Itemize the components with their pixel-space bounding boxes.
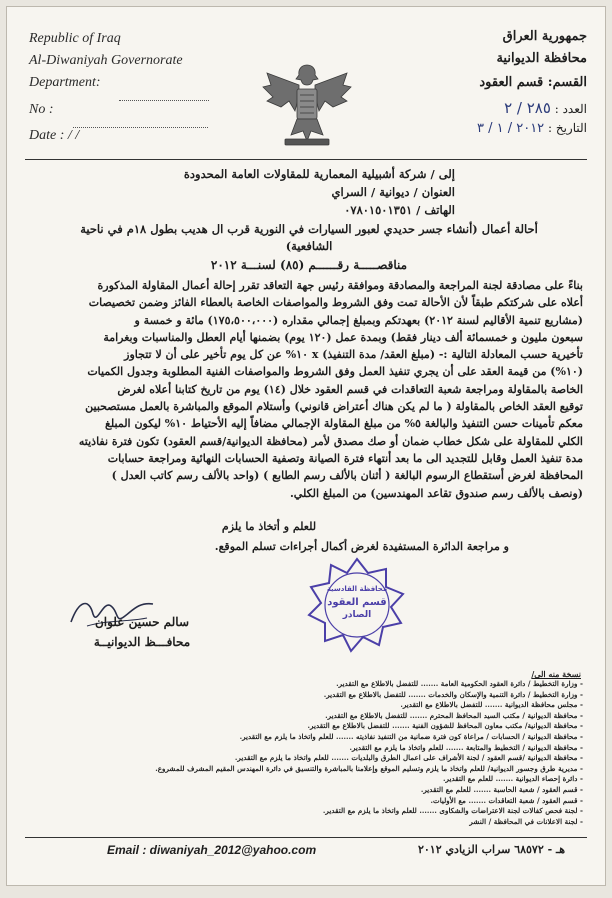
copy-recipient: - محافظة الديوانية/ مكتب معاون المحافظ للشؤون الفنية ....... للتفضل بالاطلاع مع التقدير. [307,721,583,731]
arabic-header [397,29,587,143]
copy-recipient: - وزارة التخطيط / دائرة التنمية والإسكان والخدمات ....... للتفضل بالاطلاع مع التقدير. [323,689,583,699]
stamp-line-middle: قسم العقود [327,597,387,608]
body-line: المحافظة لغرض أستقطاع الرسوم البالغة ( أثنان بالألف رسم الطابع ) (واحد بالألف رسم كاتب العدل ) [111,469,583,483]
arabic-country: جمهورية العراق [502,29,587,44]
stamp-line-top: محافظة القادسية [326,585,388,593]
copy-recipient: - محافظة الديوانية / التخطيط والمتابعة ....... للعلم واتخاذ ما يلزم مع التقدير. [349,742,583,752]
closing-line-1: للعلم و أتخاذ ما يلزم [221,520,317,533]
arabic-number-label: العدد : [550,102,587,116]
copy-recipient: - وزارة التخطيط / دائرة العقود الحكومية العامة ....... للتفضل بالاطلاع مع التقدير. [336,679,583,688]
body-line: بناءً على مصادقة لجنة المراجعة والمصادقة وموافقة رئيس جهة التعاقد تقرر إحالة أعمال المقاولة المذكورة [97,279,583,292]
footer-reference: هـ - ٦٨٥٧٢ سراب الزيادي ٢٠١٢ [417,843,565,856]
signature-block [67,612,217,652]
letter-number-handwritten: ٢٨٥ / ٢ [504,99,551,117]
footer-divider [25,837,587,838]
body-line: توقيع العقد الخاص بالمقاولة ( ما لم يكن هناك أعتراض قانوني) وأستلام الموقع والمباشرة بالعمل مستصحبين [85,400,583,414]
subject-line-1: أحالة أعمال (أنشاء جسر حديدي لعبور السيارات في النورية قرب ال هديب بطول ١٨م في ناحية [80,222,538,236]
body-paragraph [33,277,583,502]
body-line: (١٠%) من قيمة العقد على أن يجري تنفيذ العمل وفق الشروط والمواصفات الفنية المطلوبة وجدول الكميات [87,365,583,379]
recipient-address: العنوان / ديوانية / السراي [331,185,455,199]
body-line: معكم تأمينات حسن التنفيذ والبالغة ٥% من مبلغ المقاولة الإجمالي مضافاً إليه الأحتياط ١٠% ليكون المبلغ [105,417,583,431]
arabic-governorate: محافظة الديوانية [496,51,587,66]
footer-email: Email : diwaniyah_2012@yahoo.com [107,843,317,857]
copy-recipient: - محافظة الديوانية /قسم العقود / لجنة الأشراف على اعمال الطرق والبلديات ....... للعلم واتخاذ ما يلزم مع التقدير. [234,753,583,763]
copy-recipient: - لجنة فحص كفالات لجنة الاعتراضات والشكاوى ....... للعلم واتخاذ ما يلزم مع التقدير. [322,806,583,816]
english-number-dotline [73,127,208,128]
arabic-department: القسم: قسم العقود [479,75,587,90]
body-line: الكلي للمقاولة على شكل خطاب ضمان أو صك مصدق لأمر (محافظة الديوانية/قسم العقود) تكون فترة نفاذيته [78,434,583,448]
english-date: Date : / / [29,128,80,143]
copies-list [29,679,583,827]
closing-block [89,517,509,557]
copy-recipient: - محافظة الديوانية / مكتب السيد المحافظ المحترم ....... للتفضل بالاطلاع مع التقدير. [325,710,583,720]
body-line: أعلاه على شركتكم طبقاً لأن الأحالة تمت وفق الشروط والمواصفات الخاصة بالعطاء الفائز وضمن تخصيصات [88,296,583,310]
copy-recipient: - دائرة إحصاء الديوانية ....... للعلم مع التقدير. [443,774,583,784]
recipient-block [25,165,455,219]
subject-block [31,221,587,274]
arabic-date-row [397,121,587,143]
body-line: الخاصة بالمقاولة ومراجعة شعبة التعاقدات في قسم العقود خلال (١٤) يوم من تاريخ كتابنا أعلاه لغرض [117,382,583,396]
copy-recipient: - لجنة الاعلانات في المحافظة / النشر [469,816,583,826]
governor-name: سالم حسين علوان [94,615,190,629]
copy-recipient: - مجلس محافظة الديوانية ....... للتفضل بالاطلاع مع التقدير. [400,700,583,710]
copy-recipient: - قسم العقود / شعبة التعاقدات ....... مع الأوليات. [430,795,583,805]
recipient-phone: الهاتف / ٠٧٨٠١٥٠١٣٥١ [344,203,455,217]
body-line: (مشاريع تنمية الأقاليم لسنة ٢٠١٢) بعهدتكم وبمبلغ إجمالي مقداره (١٧٥،٥٠٠،٠٠٠) مائة و خمسة و [134,313,583,327]
english-header [29,31,219,150]
english-department: Department: [29,75,101,90]
body-line: سبعون مليون و خمسمائة ألف دينار فقط) وبمدة عمل (١٢٠ يوم) بضمنها أيام العطل والمناسبات وبغرامة [103,330,583,344]
arabic-number-row [397,99,587,121]
subject-line-2: الشافعية) [285,239,333,253]
governor-title: محافـــظ الديوانيــة [93,635,191,649]
copy-recipient: - قسم العقود / شعبة الحاسبة ....... للعلم مع التقدير. [420,784,583,794]
stamp-line-bottom: الصادر [342,610,372,620]
closing-line-2: و مراجعة الدائرة المستفيدة لغرض أكمال أجراءات تسلم الموقع. [214,540,509,553]
tender-number: مناقصـــــة رقــــــم (٨٥) لسنـــة ٢٠١٢ [210,258,408,272]
english-number: No : [29,102,54,117]
letter-date-handwritten: ٢٠١٢ / ١ / ٣ [476,121,545,136]
copies-heading: نسخة منه الى/ [531,669,581,679]
english-country: Republic of Iraq [29,31,121,46]
body-line: تأخيرية حسب المعادلة التالية :- (مبلغ العقد/ مدة التنفيذ) x ١٠% عن كل يوم تأخير على أن لا تتجاوز [124,348,583,362]
arabic-date-label: التاريخ : [544,121,587,135]
body-line: (ونصف بالألف رسم صندوق تقاعد المهندسين) من المبلغ الكلي. [289,486,583,500]
stamp-text [325,583,389,622]
english-department-dotline [119,100,209,101]
iraq-eagle-emblem [259,55,355,151]
body-line: مدة تنفيذ العمل وقابل للتجديد الى ما بعد أنتهاء فترة الصيانة وتصفية الحسابات النهائية ومراجعة حسابات [107,451,583,465]
copy-recipient: - محافظة الديوانية / الحسابات / مراعاة كون فترة ضمانية من التنفيذ نفاذيته ....... للعلم واتخاذ ما يلزم مع التقدير. [239,731,583,741]
recipient-company: إلى / شركة أشبيلية المعمارية للمقاولات العامة المحدودة [183,167,455,181]
letter-page [6,6,606,886]
header-divider [25,159,587,160]
copy-recipient: - مديرية طرق وجسور الديوانية/ للعلم واتخاذ ما يلزم وتسليم الموقع وإعلامنا بالمباشرة والتنسيق في دائرة المهندس المقيم المشرف للمشروع. [155,763,583,773]
english-governorate: Al-Diwaniyah Governorate [29,53,183,68]
